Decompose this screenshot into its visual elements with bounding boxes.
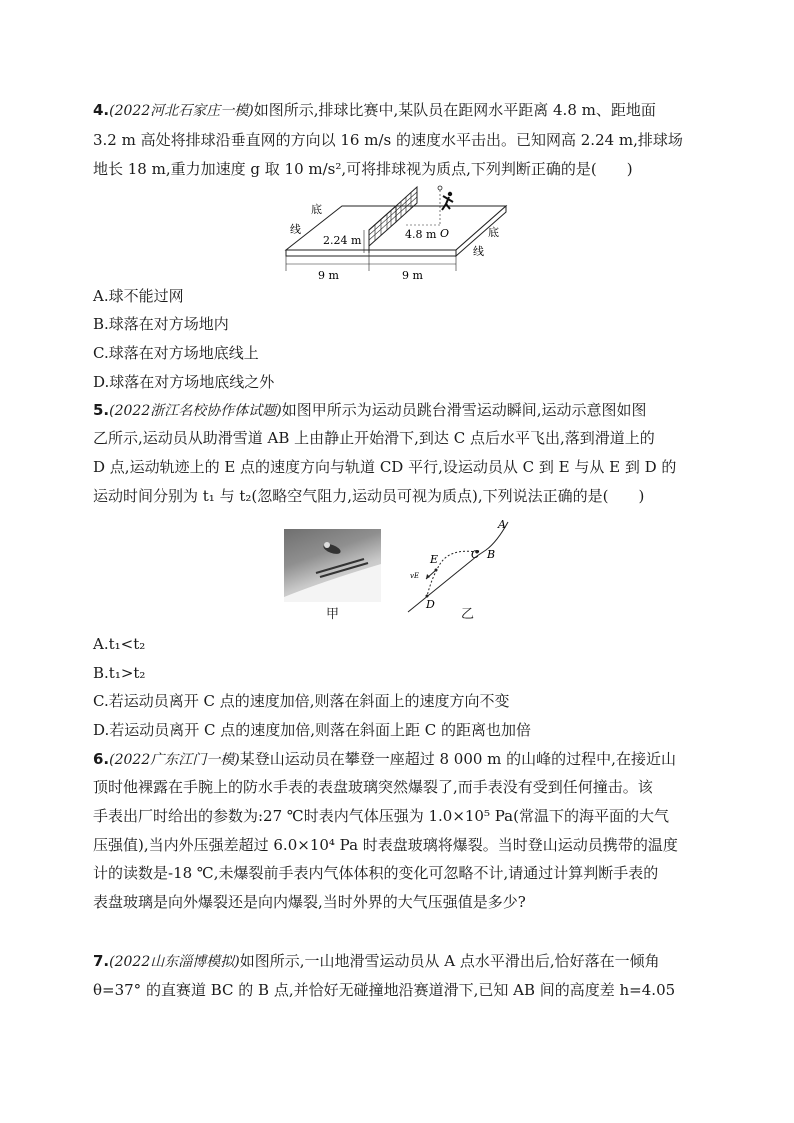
q7-source: (2022山东淄博模拟) (109, 954, 240, 970)
q5-text-1: 如图甲所示为运动员跳台滑雪运动瞬间,运动示意图如图 (281, 401, 647, 419)
q5-number: 5. (93, 401, 110, 419)
q4-text-1: 如图所示,排球比赛中,某队员在距网水平距离 4.8 m、距地面 (253, 101, 656, 119)
q4-line-3: 地长 18 m,重力加速度 g 取 10 m/s²,可将排球视为质点,下列判断正确的是( ) (93, 160, 633, 178)
fig5-caption-jia: 甲 (326, 607, 340, 622)
q5-option-c: C.若运动员离开 C 点的速度加倍,则落在斜面上的速度方向不变 (93, 692, 510, 710)
q6-line-4: 压强值),当内外压强差超过 6.0×10⁴ Pa 时表盘玻璃将爆裂。当时登山运动员携带的温度 (93, 836, 678, 854)
fig5-label-ve: vE (410, 572, 420, 580)
q6-text-1: 某登山运动员在攀登一座超过 8 000 m 的山峰的过程中,在接近山 (239, 750, 676, 768)
q6-line-5: 计的读数是-18 ℃,未爆裂前手表内气体体积的变化可忽略不计,请通过计算判断手表的 (93, 864, 659, 882)
volleyball-court-figure (280, 185, 510, 285)
q5-option-d: D.若运动员离开 C 点的速度加倍,则落在斜面上距 C 的距离也加倍 (93, 721, 532, 739)
q4-line-1 (93, 100, 656, 121)
q7-line-1 (93, 951, 660, 972)
q4-option-a: A.球不能过网 (93, 287, 184, 305)
fig4-half-right: 9 m (402, 269, 423, 282)
q7-line-2: θ=37° 的直赛道 BC 的 B 点,并恰好无碰撞地沿赛道滑下,已知 AB 间的高度差 h=4.05 (93, 981, 676, 999)
q6-line-3: 手表出厂时给出的参数为:27 ℃时表内气体压强为 1.0×10⁵ Pa(常温下的海平面的大气 (93, 807, 669, 825)
fig5-label-c: C (471, 548, 480, 561)
fig4-point-o: O (440, 227, 450, 240)
q6-line-1 (93, 749, 676, 770)
q7-text-1: 如图所示,一山地滑雪运动员从 A 点水平滑出后,恰好落在一倾角 (239, 952, 660, 970)
fig5-caption-yi: 乙 (461, 607, 475, 622)
q7-number: 7. (93, 952, 110, 970)
q6-line-6: 表盘玻璃是向外爆裂还是向内爆裂,当时外界的大气压强值是多少? (93, 893, 526, 911)
fig4-di-left: 底 (311, 203, 322, 216)
fig4-half-left: 9 m (318, 269, 339, 282)
fig5-label-b: B (487, 548, 496, 561)
fig4-net-height: 2.24 m (323, 234, 362, 247)
fig5-label-e: E (430, 553, 439, 566)
q5-line-3: D 点,运动轨迹上的 E 点的速度方向与轨道 CD 平行,设运动员从 C 到 E 与从 E 到 D 的 (93, 458, 677, 476)
q4-source: (2022河北石家庄一模) (109, 103, 254, 119)
q5-option-a: A.t₁<t₂ (93, 635, 146, 653)
fig5-label-d: D (426, 598, 435, 611)
fig4-xian-left: 线 (290, 223, 301, 236)
q6-source: (2022广东江门一模) (109, 752, 240, 768)
q4-option-c: C.球落在对方场地底线上 (93, 344, 259, 362)
fig4-xian-right: 线 (473, 245, 484, 258)
slope-cd (408, 556, 477, 612)
fig4-distance: 4.8 m (405, 228, 437, 241)
ski-jump-photo (284, 529, 381, 602)
fig4-di-right: 底 (488, 226, 499, 239)
q6-line-2: 顶时他裸露在手腕上的防水手表的表盘玻璃突然爆裂了,而手表没有受到任何撞击。该 (93, 778, 653, 796)
q5-option-b: B.t₁>t₂ (93, 664, 146, 682)
fig5-label-a: A (498, 518, 506, 531)
q4-option-d: D.球落在对方场地底线之外 (93, 373, 275, 391)
court-side (286, 250, 456, 256)
q5-source: (2022浙江名校协作体试题) (109, 403, 282, 419)
q4-option-b: B.球落在对方场地内 (93, 315, 229, 333)
ski-trajectory-figure (400, 512, 525, 617)
q4-line-2: 3.2 m 高处将排球沿垂直网的方向以 16 m/s 的速度水平击出。已知网高 2.24 m,排球场 (93, 131, 683, 149)
q6-number: 6. (93, 750, 110, 768)
q5-line-2: 乙所示,运动员从助滑雪道 AB 上由静止开始滑下,到达 C 点后水平飞出,落到滑道上的 (93, 429, 655, 447)
q4-number: 4. (93, 101, 110, 119)
q5-line-1 (93, 400, 646, 421)
ski-jumper-icon (284, 529, 381, 602)
q5-line-4: 运动时间分别为 t₁ 与 t₂(忽略空气阻力,运动员可视为质点),下列说法正确的是( ) (93, 487, 645, 505)
